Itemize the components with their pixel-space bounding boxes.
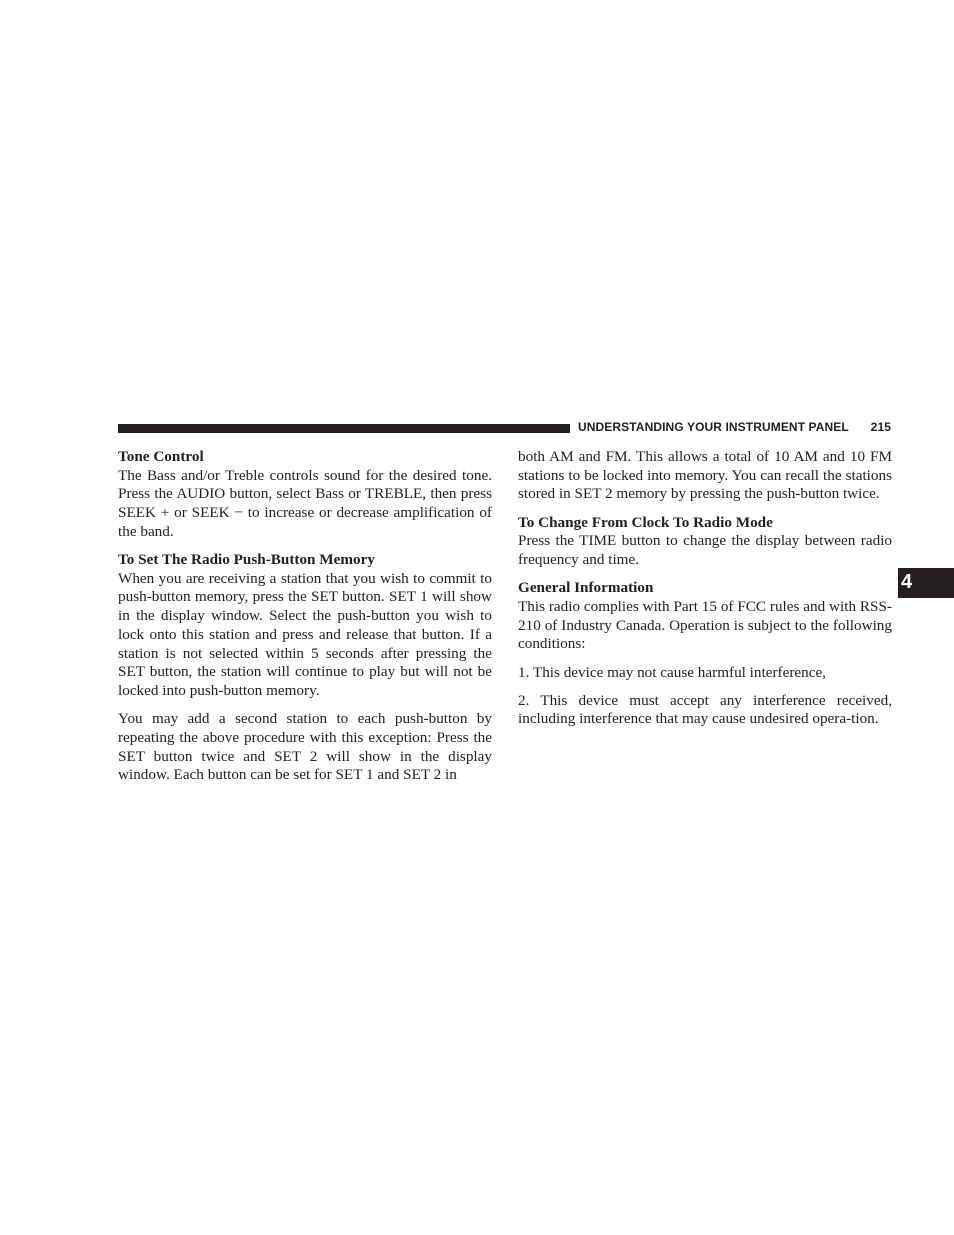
- tone-control-heading: Tone Control: [118, 448, 204, 465]
- page-number: 215: [870, 420, 891, 434]
- chapter-tab: [898, 568, 954, 598]
- general-information-paragraph: This radio complies with Part 15 of FCC rules and with RSS-210 of Industry Canada. Operation is subject to the following conditions:: [518, 597, 892, 653]
- header-rule: [118, 424, 570, 433]
- left-column: [118, 448, 492, 785]
- chapter-number: 4: [901, 571, 913, 593]
- running-header: [578, 419, 891, 435]
- clock-radio-mode-paragraph: Press the TIME button to change the display between radio frequency and time.: [518, 532, 892, 569]
- condition-item-2: 2. This device must accept any interference received, including interference that may cause undesired opera-tion.: [518, 691, 892, 728]
- second-station-paragraph: You may add a second station to each push-button by repeating the above procedure with this exception: Press the SET button twice and SET 2 will show in the display window. Each button can be set for SET 1 and SET 2 in: [118, 710, 492, 784]
- section-title: UNDERSTANDING YOUR INSTRUMENT PANEL: [578, 420, 849, 434]
- condition-item-1: 1. This device may not cause harmful interference,: [518, 663, 826, 681]
- push-button-memory-heading: To Set The Radio Push-Button Memory: [118, 551, 375, 569]
- right-column: [518, 448, 892, 729]
- push-button-memory-paragraph: When you are receiving a station that you wish to commit to push-button memory, press the SET button. SET 1 will show in the display window. Select the push-button you wish to lock onto this station and press and release that button. If a station is not selected within 5 seconds after pressing the SET button, the station will continue to play but will not be locked into push-button memory.: [118, 569, 492, 699]
- clock-radio-mode-heading: To Change From Clock To Radio Mode: [518, 513, 773, 531]
- second-station-paragraph-continued: both AM and FM. This allows a total of 10 AM and 10 FM stations to be locked into memory. You can recall the stations stored in SET 2 memory by pressing the push-button twice.: [518, 448, 892, 503]
- general-information-heading: General Information: [518, 579, 654, 597]
- tone-control-paragraph: The Bass and/or Treble controls sound for the desired tone. Press the AUDIO button, select Bass or TREBLE, then press SEEK + or SEEK − to increase or decrease amplification of the band.: [118, 466, 492, 540]
